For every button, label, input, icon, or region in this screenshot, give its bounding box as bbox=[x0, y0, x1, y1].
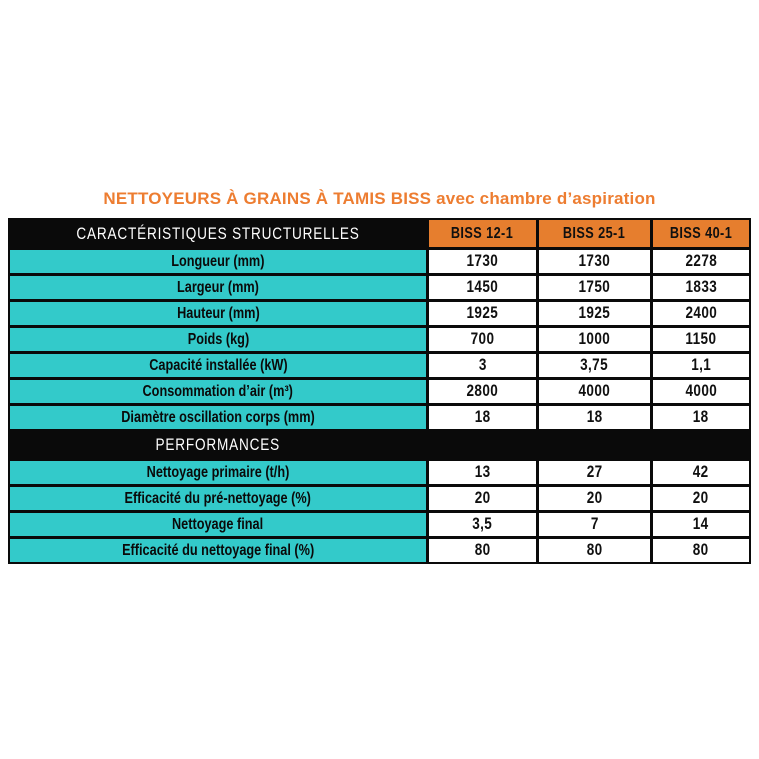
performances-section-header-label: PERFORMANCES bbox=[155, 435, 281, 454]
cell-value: 2278 bbox=[685, 252, 717, 270]
cell-value: 2800 bbox=[466, 382, 499, 400]
value-cell bbox=[429, 380, 536, 403]
value-cell bbox=[539, 380, 650, 403]
cell-value: 14 bbox=[693, 515, 709, 533]
value-cell bbox=[653, 513, 749, 536]
cell-value: 1450 bbox=[466, 278, 499, 296]
row-label-cell bbox=[10, 513, 426, 536]
performances-section-filler bbox=[653, 432, 749, 458]
performances-section-header bbox=[10, 432, 426, 458]
value-cell bbox=[539, 250, 650, 273]
row-label-cell bbox=[10, 461, 426, 484]
model-header-label: BISS 25-1 bbox=[563, 224, 626, 242]
value-cell bbox=[539, 406, 650, 429]
performances-section-filler bbox=[429, 432, 536, 458]
value-cell bbox=[429, 302, 536, 325]
cell-value: 3 bbox=[478, 356, 487, 374]
value-cell bbox=[539, 539, 650, 562]
row-label-cell bbox=[10, 539, 426, 562]
cell-value: 27 bbox=[586, 463, 603, 481]
model-header-label: BISS 40-1 bbox=[669, 224, 733, 242]
cell-value: 1925 bbox=[466, 304, 499, 322]
table-row-hauteur bbox=[10, 302, 749, 325]
table-row-nettoyage-primaire bbox=[10, 461, 749, 484]
cell-value: 1000 bbox=[578, 330, 611, 348]
value-cell bbox=[539, 328, 650, 351]
value-cell bbox=[653, 328, 749, 351]
table-row-poids bbox=[10, 328, 749, 351]
row-label: Poids (kg) bbox=[187, 330, 249, 348]
row-label: Efficacité du pré-nettoyage (%) bbox=[124, 489, 312, 507]
cell-value: 18 bbox=[586, 408, 603, 426]
value-cell bbox=[429, 328, 536, 351]
cell-value: 3,5 bbox=[472, 515, 493, 533]
model-header-biss-40-1 bbox=[653, 220, 749, 247]
value-cell bbox=[429, 406, 536, 429]
spec-table bbox=[8, 218, 751, 564]
value-cell bbox=[653, 539, 749, 562]
row-label-cell bbox=[10, 302, 426, 325]
model-header-biss-12-1 bbox=[429, 220, 536, 247]
table-row-efficacite-pre-nettoyage bbox=[10, 487, 749, 510]
row-label-cell bbox=[10, 406, 426, 429]
row-label-cell bbox=[10, 328, 426, 351]
cell-value: 20 bbox=[474, 489, 491, 507]
value-cell bbox=[653, 354, 749, 377]
value-cell bbox=[429, 461, 536, 484]
table-row-consommation-air bbox=[10, 380, 749, 403]
value-cell bbox=[653, 276, 749, 299]
row-label-cell bbox=[10, 380, 426, 403]
value-cell bbox=[539, 513, 650, 536]
cell-value: 7 bbox=[590, 515, 599, 533]
value-cell bbox=[539, 302, 650, 325]
row-label-cell bbox=[10, 487, 426, 510]
row-label: Longueur (mm) bbox=[171, 252, 265, 270]
cell-value: 20 bbox=[693, 489, 709, 507]
cell-value: 18 bbox=[693, 408, 709, 426]
table-row-longueur bbox=[10, 250, 749, 273]
cell-value: 80 bbox=[693, 541, 709, 559]
row-label: Capacité installée (kW) bbox=[148, 356, 288, 374]
cell-value: 1,1 bbox=[690, 356, 712, 374]
table-row-diametre-oscillation bbox=[10, 406, 749, 429]
row-label: Nettoyage primaire (t/h) bbox=[146, 463, 290, 481]
value-cell bbox=[429, 276, 536, 299]
cell-value: 1730 bbox=[466, 252, 499, 270]
structural-section-header bbox=[10, 220, 426, 247]
cell-value: 80 bbox=[586, 541, 603, 559]
model-header-biss-25-1 bbox=[539, 220, 650, 247]
cell-value: 4000 bbox=[578, 382, 611, 400]
row-label: Largeur (mm) bbox=[177, 278, 259, 296]
value-cell bbox=[653, 461, 749, 484]
table-row-efficacite-nettoyage-final bbox=[10, 539, 749, 562]
cell-value: 4000 bbox=[685, 382, 717, 400]
row-label-cell bbox=[10, 354, 426, 377]
row-label: Consommation d’air (m³) bbox=[142, 382, 294, 400]
cell-value: 3,75 bbox=[580, 356, 609, 374]
page-title: NETTOYEURS À GRAINS À TAMIS BISS avec chambre d’aspiration bbox=[103, 189, 656, 208]
cell-value: 20 bbox=[586, 489, 603, 507]
row-label-cell bbox=[10, 276, 426, 299]
cell-value: 1730 bbox=[578, 252, 611, 270]
row-label: Hauteur (mm) bbox=[176, 304, 260, 322]
table-row-nettoyage-final bbox=[10, 513, 749, 536]
cell-value: 80 bbox=[474, 541, 491, 559]
table-row-capacite-installee bbox=[10, 354, 749, 377]
value-cell bbox=[539, 487, 650, 510]
value-cell bbox=[429, 354, 536, 377]
row-label: Nettoyage final bbox=[172, 515, 264, 533]
cell-value: 1925 bbox=[578, 304, 611, 322]
structural-section-header-label: CARACTÉRISTIQUES STRUCTURELLES bbox=[76, 223, 360, 243]
value-cell bbox=[539, 276, 650, 299]
cell-value: 42 bbox=[693, 463, 709, 481]
cell-value: 1150 bbox=[685, 330, 717, 348]
performances-section-row bbox=[10, 432, 749, 458]
cell-value: 700 bbox=[470, 330, 495, 348]
performances-section-filler bbox=[539, 432, 650, 458]
table-row-largeur bbox=[10, 276, 749, 299]
value-cell bbox=[653, 302, 749, 325]
model-header-label: BISS 12-1 bbox=[451, 224, 514, 242]
value-cell bbox=[429, 487, 536, 510]
value-cell bbox=[539, 461, 650, 484]
value-cell bbox=[653, 250, 749, 273]
cell-value: 18 bbox=[474, 408, 491, 426]
table-header-row bbox=[10, 220, 749, 247]
value-cell bbox=[653, 406, 749, 429]
value-cell bbox=[539, 354, 650, 377]
value-cell bbox=[653, 487, 749, 510]
value-cell bbox=[429, 250, 536, 273]
row-label-cell bbox=[10, 250, 426, 273]
cell-value: 2400 bbox=[685, 304, 717, 322]
row-label: Efficacité du nettoyage final (%) bbox=[121, 541, 315, 559]
value-cell bbox=[429, 513, 536, 536]
value-cell bbox=[653, 380, 749, 403]
row-label: Diamètre oscillation corps (mm) bbox=[121, 408, 315, 426]
cell-value: 1833 bbox=[685, 278, 717, 296]
cell-value: 1750 bbox=[578, 278, 611, 296]
cell-value: 13 bbox=[474, 463, 491, 481]
value-cell bbox=[429, 539, 536, 562]
